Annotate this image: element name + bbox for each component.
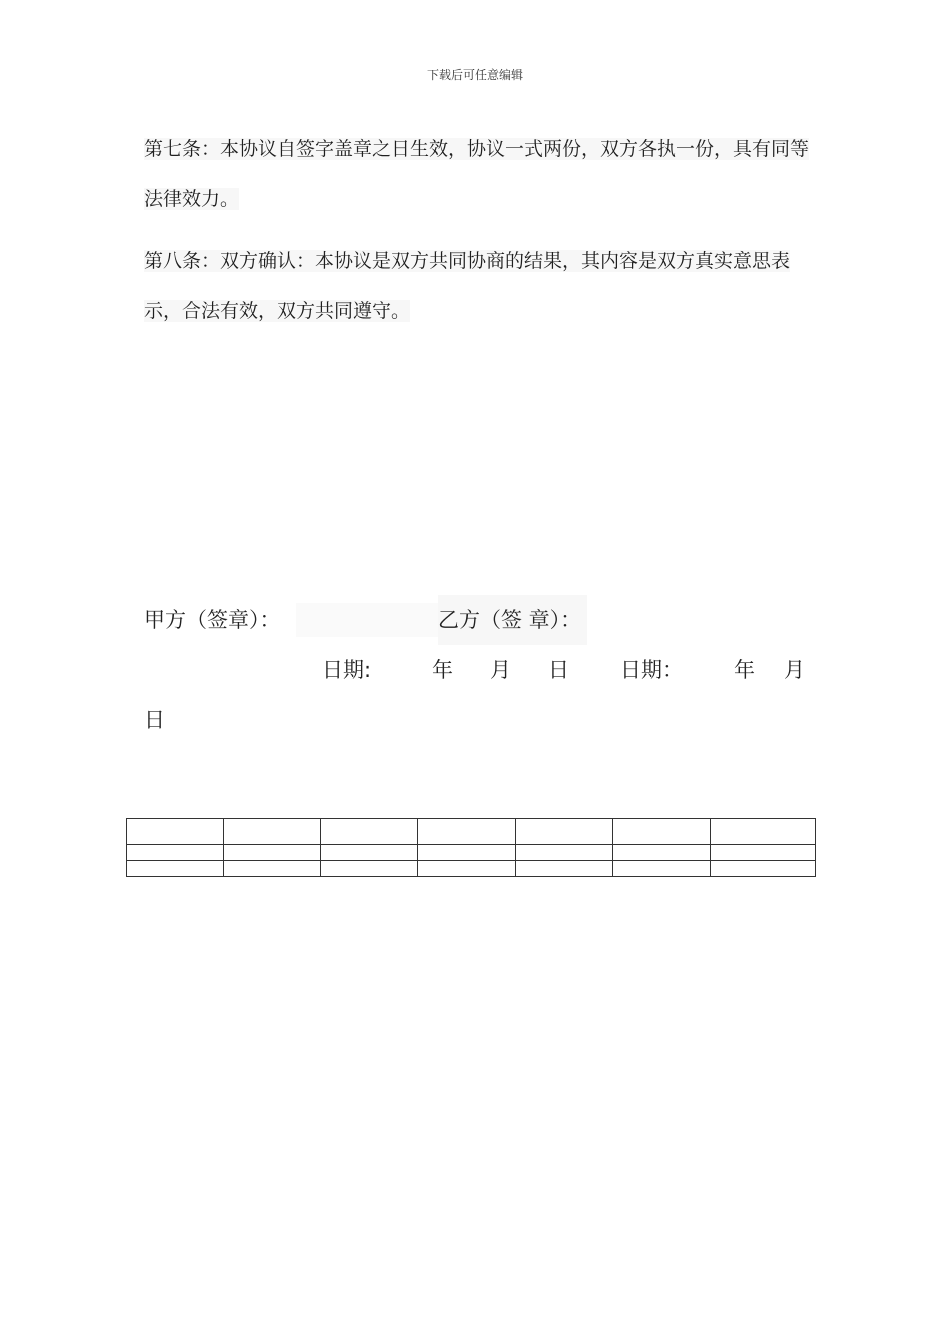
table-cell [418,861,515,877]
table-cell [515,861,612,877]
date-b-label: 日期： [620,658,683,682]
date-a-year: 年 [432,658,453,682]
table-cell [515,819,612,845]
table-cell [321,861,418,877]
table-cell [127,861,224,877]
clause-8-text: 第八条：双方确认：本协议是双方共同协商的结果，其内容是双方真实意思表示，合法有效，双方共同遵守。 [144,250,791,322]
table-row [127,861,816,877]
table-cell [710,819,815,845]
party-b-label: 乙方（签 章）： [438,595,587,645]
table-row [127,845,816,861]
table-cell [612,861,710,877]
table-cell [224,861,321,877]
party-a-label: 甲方（签章）： [144,608,281,632]
blank-table [126,818,816,877]
table-cell [612,845,710,861]
table-row [127,819,816,845]
table-cell [710,861,815,877]
table-cell [224,819,321,845]
table-cell [710,845,815,861]
clause-8 [144,236,810,336]
clause-7 [144,124,810,224]
date-b-day: 日 [144,708,165,732]
table-cell [127,819,224,845]
table-cell [321,819,418,845]
date-a-label: 日期: [322,658,372,682]
date-a-month: 月 [490,658,511,682]
table-cell [127,845,224,861]
date-b-year: 年 [734,658,755,682]
table-cell [515,845,612,861]
table-cell [224,845,321,861]
party-a-signature-blank [296,603,446,637]
table-cell [321,845,418,861]
header-note: 下载后可任意编辑 [426,68,523,82]
table-cell [418,819,515,845]
clause-7-text: 第七条：本协议自签字盖章之日生效，协议一式两份，双方各执一份，具有同等法律效力。 [144,138,810,210]
date-b-month: 月 [784,658,805,682]
table-cell [612,819,710,845]
table-cell [418,845,515,861]
date-a-day: 日 [548,658,569,682]
